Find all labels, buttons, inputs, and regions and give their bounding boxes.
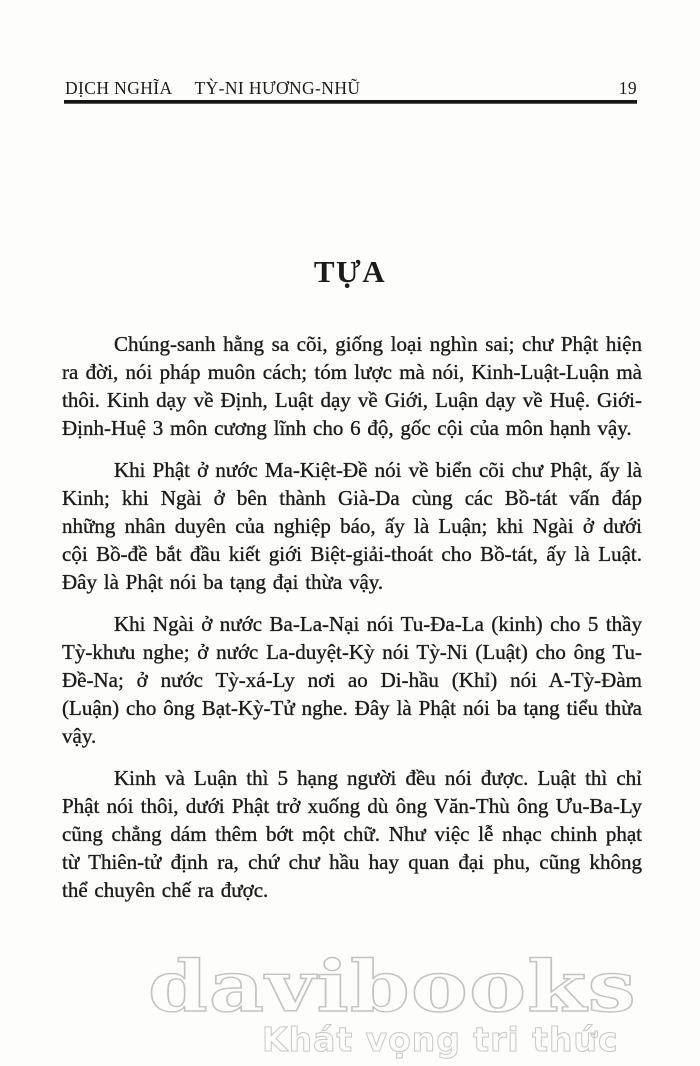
- body-paragraph: Kinh và Luận thì 5 hạng người đều nói được. Luật thì chỉ Phật nói thôi, dưới Phật trở xuống dù ông Văn-Thù ông Ưu-Ba-Ly cũng chẳng dám thêm bớt một chữ. Như việc lễ nhạc chinh phạt từ Thiên-tử định ra, chứ chư hầu hay quan đại phu, cũng không thể chuyên chế ra được.: [62, 766, 642, 902]
- page-header: [65, 78, 637, 99]
- header-book-title: TỲ-NI HƯƠNG-NHŨ: [194, 78, 361, 98]
- page-number: 19: [618, 78, 637, 98]
- watermark-brand: davibooks: [148, 945, 637, 1028]
- watermark-tagline: Khát vọng tri thức: [262, 1020, 619, 1059]
- header-left: [65, 78, 360, 99]
- header-rule: [64, 100, 637, 104]
- section-title: TỰA: [313, 254, 387, 289]
- body-text: [62, 330, 642, 918]
- header-section-label: DỊCH NGHĨA: [65, 78, 173, 98]
- body-paragraph: Khi Ngài ở nước Ba-La-Nại nói Tu-Đa-La (kinh) cho 5 thầy Tỳ-khưu nghe; ở nước La-duyệt-Kỳ nói Tỳ-Ni (Luật) cho ông Tu-Đề-Na; ở nước Tỳ-xá-Ly nơi ao Di-hầu (Khỉ) nói A-Tỳ-Đàm (Luận) cho ông Bạt-Kỳ-Tử nghe. Đây là Phật nói ba tạng tiểu thừa vậy.: [62, 612, 642, 748]
- body-paragraph: Khi Phật ở nước Ma-Kiệt-Đề nói về biển cõi chư Phật, ấy là Kinh; khi Ngài ở bên thành Già-Da cùng các Bồ-tát vấn đáp những nhân duyên của nghiệp báo, ấy là Luận; khi Ngài ở dưới cội Bồ-đề bắt đầu kiết giới Biệt-giải-thoát cho Bồ-tát, ấy là Luật. Đây là Phật nói ba tạng đại thừa vậy.: [62, 458, 642, 594]
- body-paragraph: Chúng-sanh hằng sa cõi, giống loại nghìn sai; chư Phật hiện ra đời, nói pháp muôn cách; tóm lược mà nói, Kinh-Luật-Luận mà thôi. Kinh dạy về Định, Luật dạy về Giới, Luận dạy về Huệ. Giới-Định-Huệ 3 môn cương lĩnh cho 6 độ, gốc cội của môn hạnh vậy.: [62, 332, 642, 440]
